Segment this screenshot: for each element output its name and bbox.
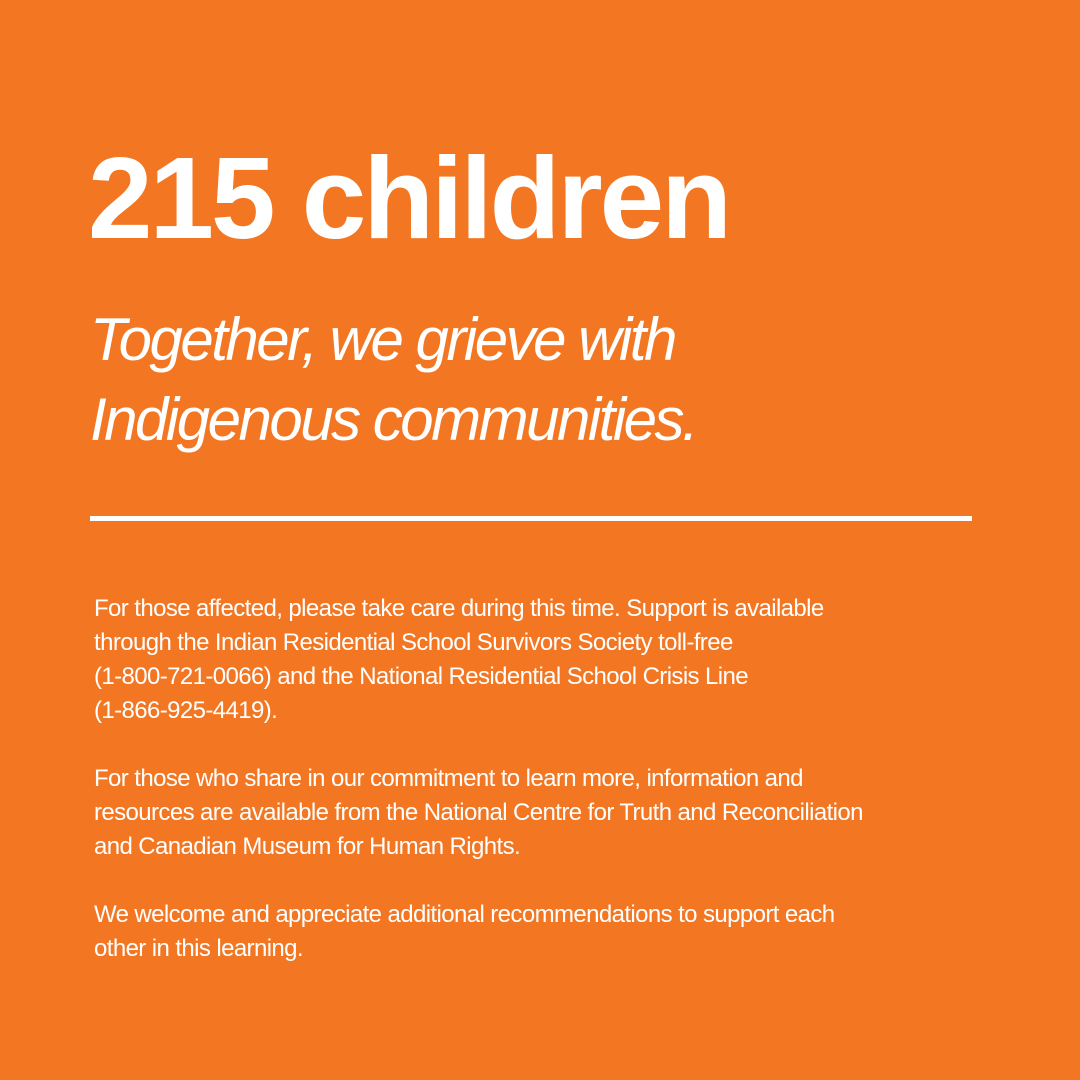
subheadline xyxy=(90,300,990,460)
recommendations-line-1: We welcome and appreciate additional recommendations to support each xyxy=(94,901,835,928)
resources-line-3: and Canadian Museum for Human Rights. xyxy=(94,833,521,860)
subheadline-line-1: Together, we grieve with xyxy=(90,306,675,373)
support-line-4: (1-866-925-4419). xyxy=(94,697,278,724)
recommendations-line-2: other in this learning. xyxy=(94,935,303,962)
body-text xyxy=(94,592,1024,1000)
resources-line-1: For those who share in our commitment to learn more, information and xyxy=(94,765,803,792)
support-line-1: For those affected, please take care during this time. Support is available xyxy=(94,595,824,622)
support-line-3: (1-800-721-0066) and the National Residential School Crisis Line xyxy=(94,663,749,690)
resources-paragraph xyxy=(94,762,1024,864)
resources-line-2: resources are available from the National Centre for Truth and Reconciliation xyxy=(94,799,863,826)
divider xyxy=(90,516,972,521)
recommendations-paragraph xyxy=(94,898,1024,966)
support-line-2: through the Indian Residential School Survivors Society toll-free xyxy=(94,629,733,656)
subheadline-line-2: Indigenous communities. xyxy=(90,386,697,453)
headline: 215 children xyxy=(88,133,729,263)
support-paragraph xyxy=(94,592,1024,728)
